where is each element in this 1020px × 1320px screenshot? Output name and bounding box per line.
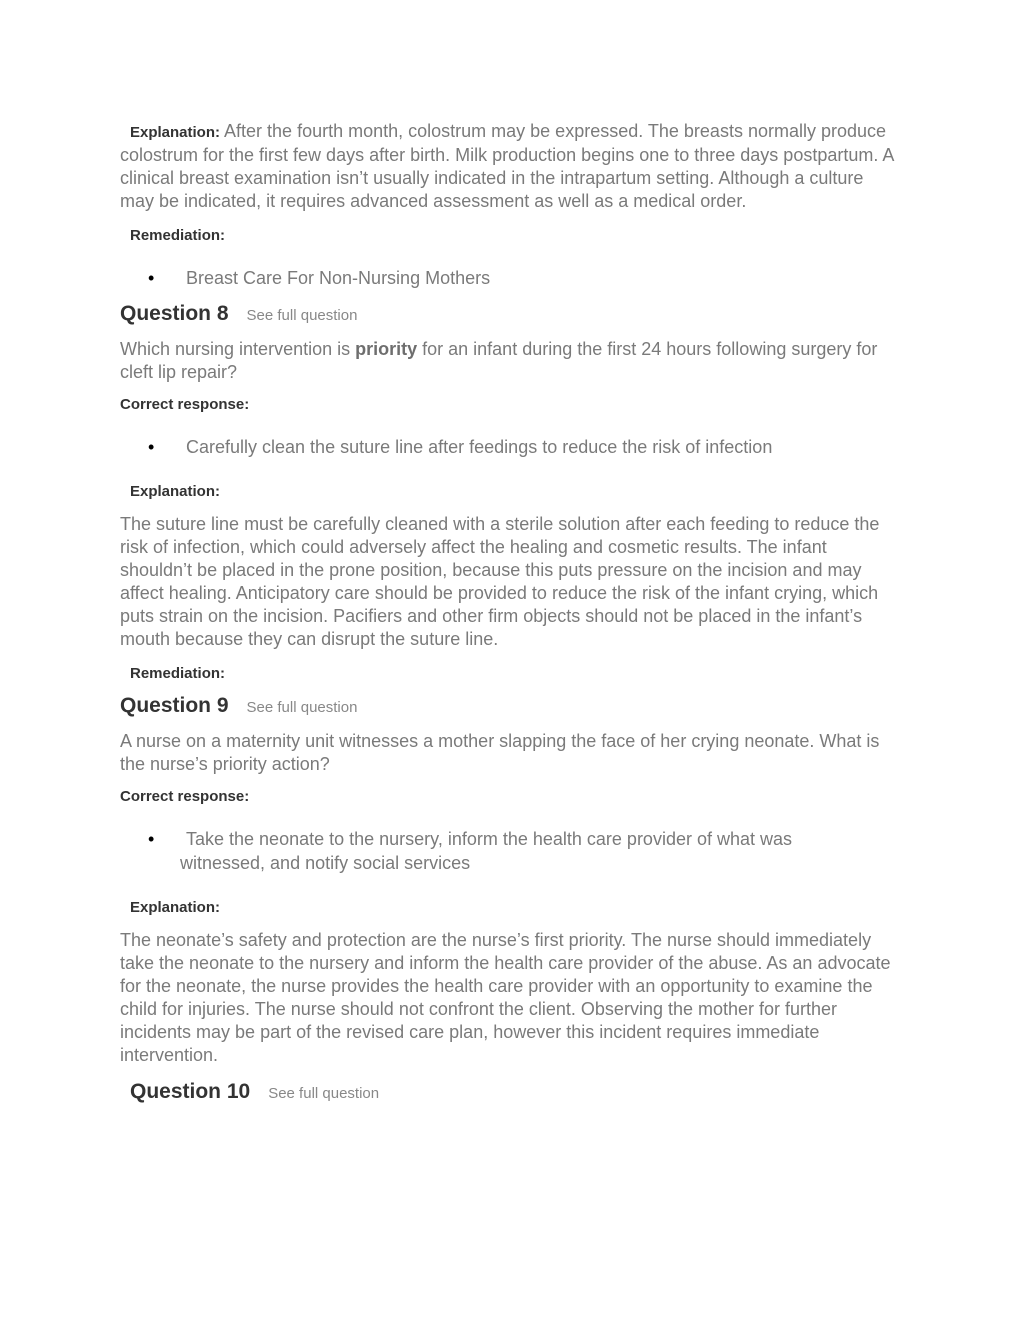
correct-response-item — [120, 827, 900, 875]
correct-response-label: Correct response: — [120, 788, 250, 805]
explanation-block-q7 — [120, 120, 900, 213]
bullet-icon: • — [148, 829, 155, 849]
correct-response-line: Take the neonate to the nursery, inform the health care provider of what was — [186, 829, 793, 849]
correct-response-text: Carefully clean the suture line after feedings to reduce the risk of infection — [186, 437, 773, 457]
explanation-label: Explanation: — [130, 483, 221, 500]
bullet-icon: • — [148, 268, 155, 288]
correct-response-line: witnessed, and notify social services — [180, 853, 471, 873]
correct-response-item — [120, 435, 900, 459]
bullet-icon: • — [148, 437, 155, 457]
explanation-text: After the fourth month, colostrum may be expressed. The breasts normally produce colostrum for the first few days after birth. Milk production begins one to three days postpartum. A clinical breast examination isn’t usually indicated in the intrapartum setting. Although a culture may be indicated, it requires advanced assessment as well as a medical order. — [120, 121, 894, 211]
document-page — [120, 120, 900, 1104]
explanation-text: The suture line must be carefully cleaned with a sterile solution after each feeding to reduce the risk of infection, which could adversely affect the healing and cosmetic results. The infant shouldn’t be placed in the prone position, because this puts pressure on the incision and may affect healing. Anticipatory care should be provided to reduce the risk of the infant crying, which puts strain on the incision. Pacifiers and other firm objects should not be placed in the infant’s mouth because they can disrupt the suture line. — [120, 514, 880, 649]
correct-response-label: Correct response: — [120, 396, 250, 413]
remediation-item[interactable] — [120, 266, 900, 290]
question-header-8 — [120, 302, 900, 326]
remediation-label: Remediation: — [130, 665, 226, 682]
question-stem — [120, 338, 900, 384]
stem-emphasis: priority — [355, 339, 418, 359]
see-full-question-link[interactable]: See full question — [268, 1085, 380, 1102]
explanation-text: The neonate’s safety and protection are the nurse’s first priority. The nurse should immediately take the neonate to the nursery and inform the health care provider of the abuse. As an advocate for the neonate, the nurse provides the health care provider with an opportunity to examine the child for injuries. The nurse should not confront the client. Observing the mother for further incidents may be part of the revised care plan, however this incident requires immediate intervention. — [120, 930, 891, 1065]
question-stem: A nurse on a maternity unit witnesses a mother slapping the face of her crying neonate. What is the nurse’s priority action? — [120, 731, 880, 774]
remediation-label: Remediation: — [130, 227, 226, 244]
explanation-label: Explanation: — [130, 899, 221, 916]
explanation-label: Explanation: — [130, 124, 221, 141]
question-title: Question 10 — [130, 1080, 251, 1103]
question-header-9 — [120, 694, 900, 718]
stem-text: for an infant during the first 24 hours following surgery for cleft lip repair? — [120, 339, 878, 382]
see-full-question-link[interactable]: See full question — [246, 307, 358, 324]
question-title: Question 8 — [120, 302, 229, 325]
remediation-link[interactable]: Breast Care For Non-Nursing Mothers — [186, 268, 491, 288]
see-full-question-link[interactable]: See full question — [246, 699, 358, 716]
question-header-10 — [120, 1080, 900, 1104]
question-title: Question 9 — [120, 694, 229, 717]
stem-text: Which nursing intervention is — [120, 339, 356, 359]
